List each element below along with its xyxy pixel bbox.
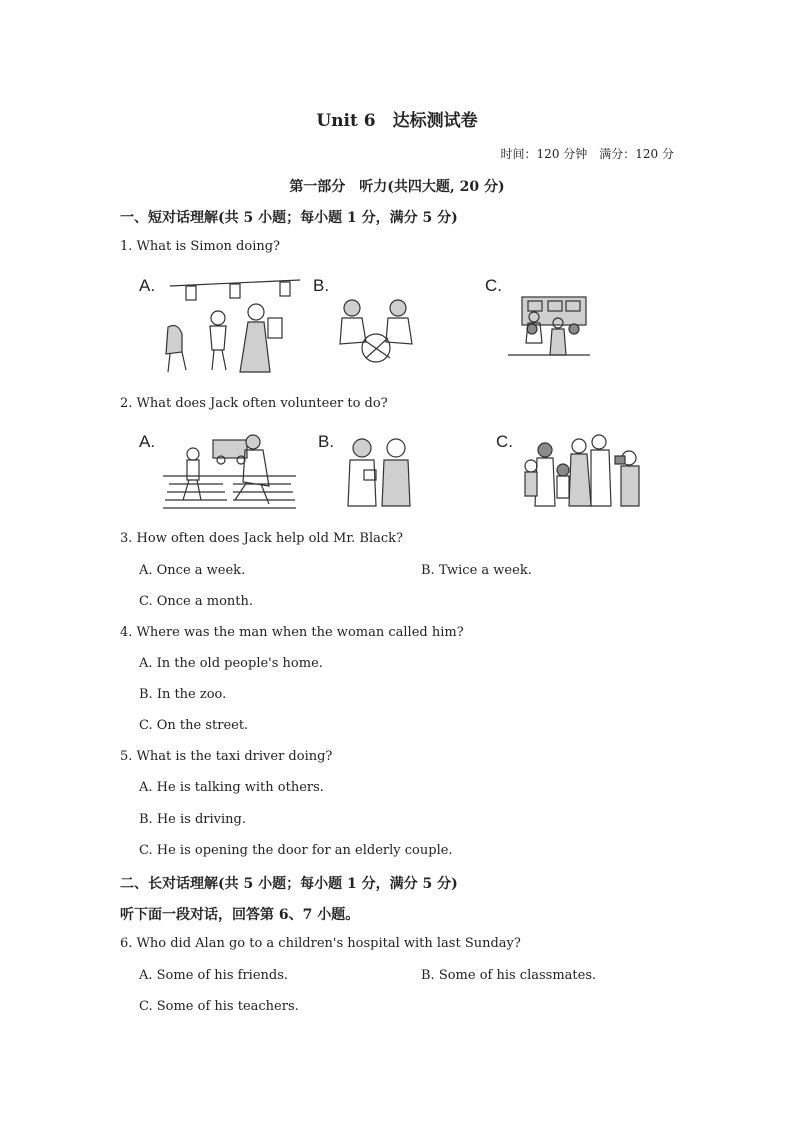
page-title: Unit 6 达标测试卷 <box>316 111 478 131</box>
q1-picture-label-b: B. <box>313 276 330 295</box>
q4-option-a[interactable]: A. In the old people's home. <box>139 656 323 671</box>
q4-option-b[interactable]: B. In the zoo. <box>139 687 227 702</box>
section-2-heading: 二、长对话理解(共 5 小题；每小题 1 分，满分 5 分) <box>120 876 458 892</box>
part-heading: 第一部分 听力(共四大题, 20 分) <box>289 179 505 195</box>
q6-option-b[interactable]: B. Some of his classmates. <box>421 968 597 983</box>
dialogue-instruction: 听下面一段对话，回答第 6、7 小题。 <box>120 907 360 923</box>
q6-option-a[interactable]: A. Some of his friends. <box>139 968 289 983</box>
q2-picture-label-a: A. <box>139 432 156 451</box>
question-5-stem: 5. What is the taxi driver doing? <box>120 749 333 764</box>
q5-option-a[interactable]: A. He is talking with others. <box>139 780 324 795</box>
question-1-stem: 1. What is Simon doing? <box>120 239 281 254</box>
question-3-stem: 3. How often does Jack help old Mr. Black? <box>120 531 403 546</box>
q3-option-a[interactable]: A. Once a week. <box>139 563 246 578</box>
q1-picture-label-a: A. <box>139 276 156 295</box>
q2-picture-c-family-visit-illustration <box>519 432 647 508</box>
section-1-heading: 一、短对话理解(共 5 小题；每小题 1 分，满分 5 分) <box>120 210 458 226</box>
q2-picture-label-b: B. <box>318 432 335 451</box>
time-score-info: 时间：120 分钟 满分：120 分 <box>500 147 674 161</box>
question-4-stem: 4. Where was the man when the woman called him? <box>120 625 464 640</box>
q5-option-c[interactable]: C. He is opening the door for an elderly couple. <box>139 843 453 858</box>
question-2-stem: 2. What does Jack often volunteer to do? <box>120 396 388 411</box>
q1-picture-a-bus-seat-illustration <box>160 272 305 377</box>
q1-picture-b-fixing-bike-illustration <box>336 296 418 370</box>
q2-picture-a-crossing-street-illustration <box>163 432 296 510</box>
q1-picture-c-helping-people-off-bus-illustration <box>508 293 590 357</box>
q3-option-c[interactable]: C. Once a month. <box>139 594 254 609</box>
q2-picture-b-two-students-illustration <box>344 436 414 508</box>
q6-option-c[interactable]: C. Some of his teachers. <box>139 999 299 1014</box>
q1-picture-label-c: C. <box>485 276 502 295</box>
q5-option-b[interactable]: B. He is driving. <box>139 812 246 827</box>
q3-option-b[interactable]: B. Twice a week. <box>421 563 532 578</box>
q4-option-c[interactable]: C. On the street. <box>139 718 249 733</box>
q2-picture-label-c: C. <box>496 432 513 451</box>
question-6-stem: 6. Who did Alan go to a children's hospital with last Sunday? <box>120 936 521 951</box>
